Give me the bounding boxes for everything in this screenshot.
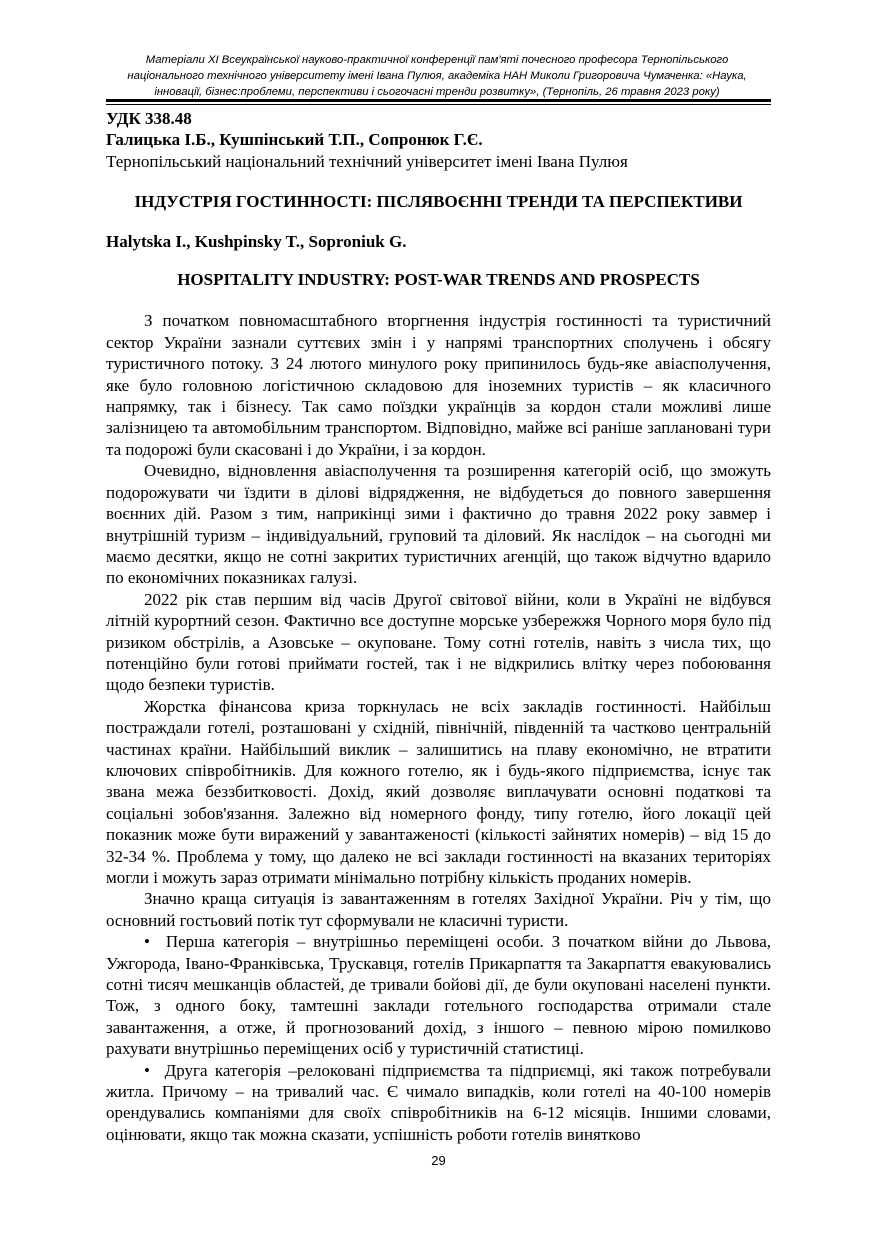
header-line-2: національного технічного університету імені Івана Пулюя, академіка НАН Миколи Григоровича Чумаченка: «Наука, xyxy=(127,70,747,82)
bullet-symbol: • xyxy=(144,1060,150,1080)
header-line-1: Матеріали XI Всеукраїнської науково-практичної конференції пам'яті почесного професора Тернопільського xyxy=(145,54,729,66)
header-rule-thick xyxy=(106,99,771,102)
paragraph-4: Жорстка фінансова криза торкнулась не всіх закладів гостинності. Найбільш постраждали готелі, розташовані у східній, північній, південній та частково центральній частинах країни. Найбільший виклик – залишитись на плаву економічно, не втратити ключових співробітників. Для кожного готелю, як і будь-якого підприємства, існує так звана межа беззбитковості. Дохід, який дозволяє виплачувати основні податкові та соціальні зобов'язання. Залежно від номерного фонду, типу готелю, його локації цей показник може бути виражений у завантаженості (кількості зайнятих номерів) – від 15 до 32-34 %. Проблема у тому, що далеко не всі заклади гостинності на вказаних територіях могли і можуть зараз отримати мінімально потрібну кількість проданих номерів. xyxy=(106,696,771,887)
page-number: 29 xyxy=(431,1153,446,1168)
header-line-3: інновації, бізнес:проблеми, перспективи і сьогочасні тренди розвитку», (Тернопіль, 26 травня 2023 року) xyxy=(154,86,720,98)
authors-en: Halytska I., Kushpinsky T., Soproniuk G. xyxy=(106,231,407,251)
authors-uk: Галицька І.Б., Кушпінський Т.П., Сопронюк Г.Є. xyxy=(106,130,483,150)
bullet-text-2: Друга категорія –релоковані підприємства та підприємці, які також потребували житла. Причому – на тривалий час. Є чимало випадків, коли готелі на 40-100 номерів орендувались компаніями для своїх співробітників на 6-12 місяців. Іншими словами, оцінювати, якщо так можна сказати, успішність роботи готелів винятково xyxy=(106,1060,772,1144)
affiliation: Тернопільський національний технічний університет імені Івана Пулюя xyxy=(106,151,628,171)
paragraph-1: З початком повномасштабного вторгнення індустрія гостинності та туристичний сектор України зазнали суттєвих змін і у напрямі транспортних сполучень і обсягу туристичного потоку. З 24 лютого минулого року припинилось будь-яке авіасполучення, яке було головною логістичною складовою для іноземних туристів – як класичного напрямку, так і бізнесу. Так само поїздки українців за кордон стали можливі лише залізницею та автомобільним транспортом. Відповідно, майже всі раніше заплановані тури та подорожі були скасовані і до України, і за кордон. xyxy=(106,311,771,459)
paragraph-5: Значно краща ситуація із завантаженням в готелях Західної України. Річ у тім, що основний гостьовий потік тут сформували не класичні туристи. xyxy=(106,889,771,930)
conference-header xyxy=(112,52,762,100)
title-en: HOSPITALITY INDUSTRY: POST-WAR TRENDS AND PROSPECTS xyxy=(177,270,700,290)
paragraph-3: 2022 рік став першим від часів Другої світової війни, коли в Україні не відбувся літній курортний сезон. Фактично все доступне морське узбережжя Чорного моря було під ризиком обстрілів, а Азовське – окуповане. Тому сотні готелів, навіть з числа тих, що потенційно були готові приймати гостей, так і не відкрились влітку через побоювання щодо безпеки туристів. xyxy=(106,589,771,695)
bullet-text-1: Перша категорія – внутрішньо переміщені особи. З початком війни до Львова, Ужгорода, Івано-Франківська, Трускавця, готелів Прикарпаття та Закарпаття евакуювались сотні тисяч мешканців областей, де тривали бойові дії, де були окуповані населені пункти. Тож, з одного боку, тамтешні заклади готельного господарства отримали стале завантаження, а отже, й прогнозований дохід, з іншого – певною мірою помилково рахувати внутрішньо переміщених осіб у туристичній статистиці. xyxy=(106,932,771,1059)
paragraph-2: Очевидно, відновлення авіасполучення та розширення категорій осіб, що зможуть подорожувати чи їздити в ділові відрядження, не відбудеться до повного завершення воєнних дій. Разом з тим, наприкінці зими і фактично до травня 2022 року завмер і внутрішній туризм – індивідуальний, груповий та діловий. Як наслідок – на сьогодні ми маємо десятки, якщо не сотні закритих туристичних агенцій, що також відчутно вдарило по економічних показниках галузі. xyxy=(106,461,771,588)
article xyxy=(106,108,771,1145)
header-rule-thin xyxy=(106,104,771,105)
bullet-symbol: • xyxy=(144,932,150,952)
bullet-item-1 xyxy=(106,931,771,1059)
title-uk: ІНДУСТРІЯ ГОСТИННОСТІ: ПІСЛЯВОЄННІ ТРЕНДИ ТА ПЕРСПЕКТИВИ xyxy=(134,192,743,212)
article-body xyxy=(106,310,771,1145)
udk-code: УДК 338.48 xyxy=(106,109,192,128)
bullet-item-2 xyxy=(106,1060,771,1146)
